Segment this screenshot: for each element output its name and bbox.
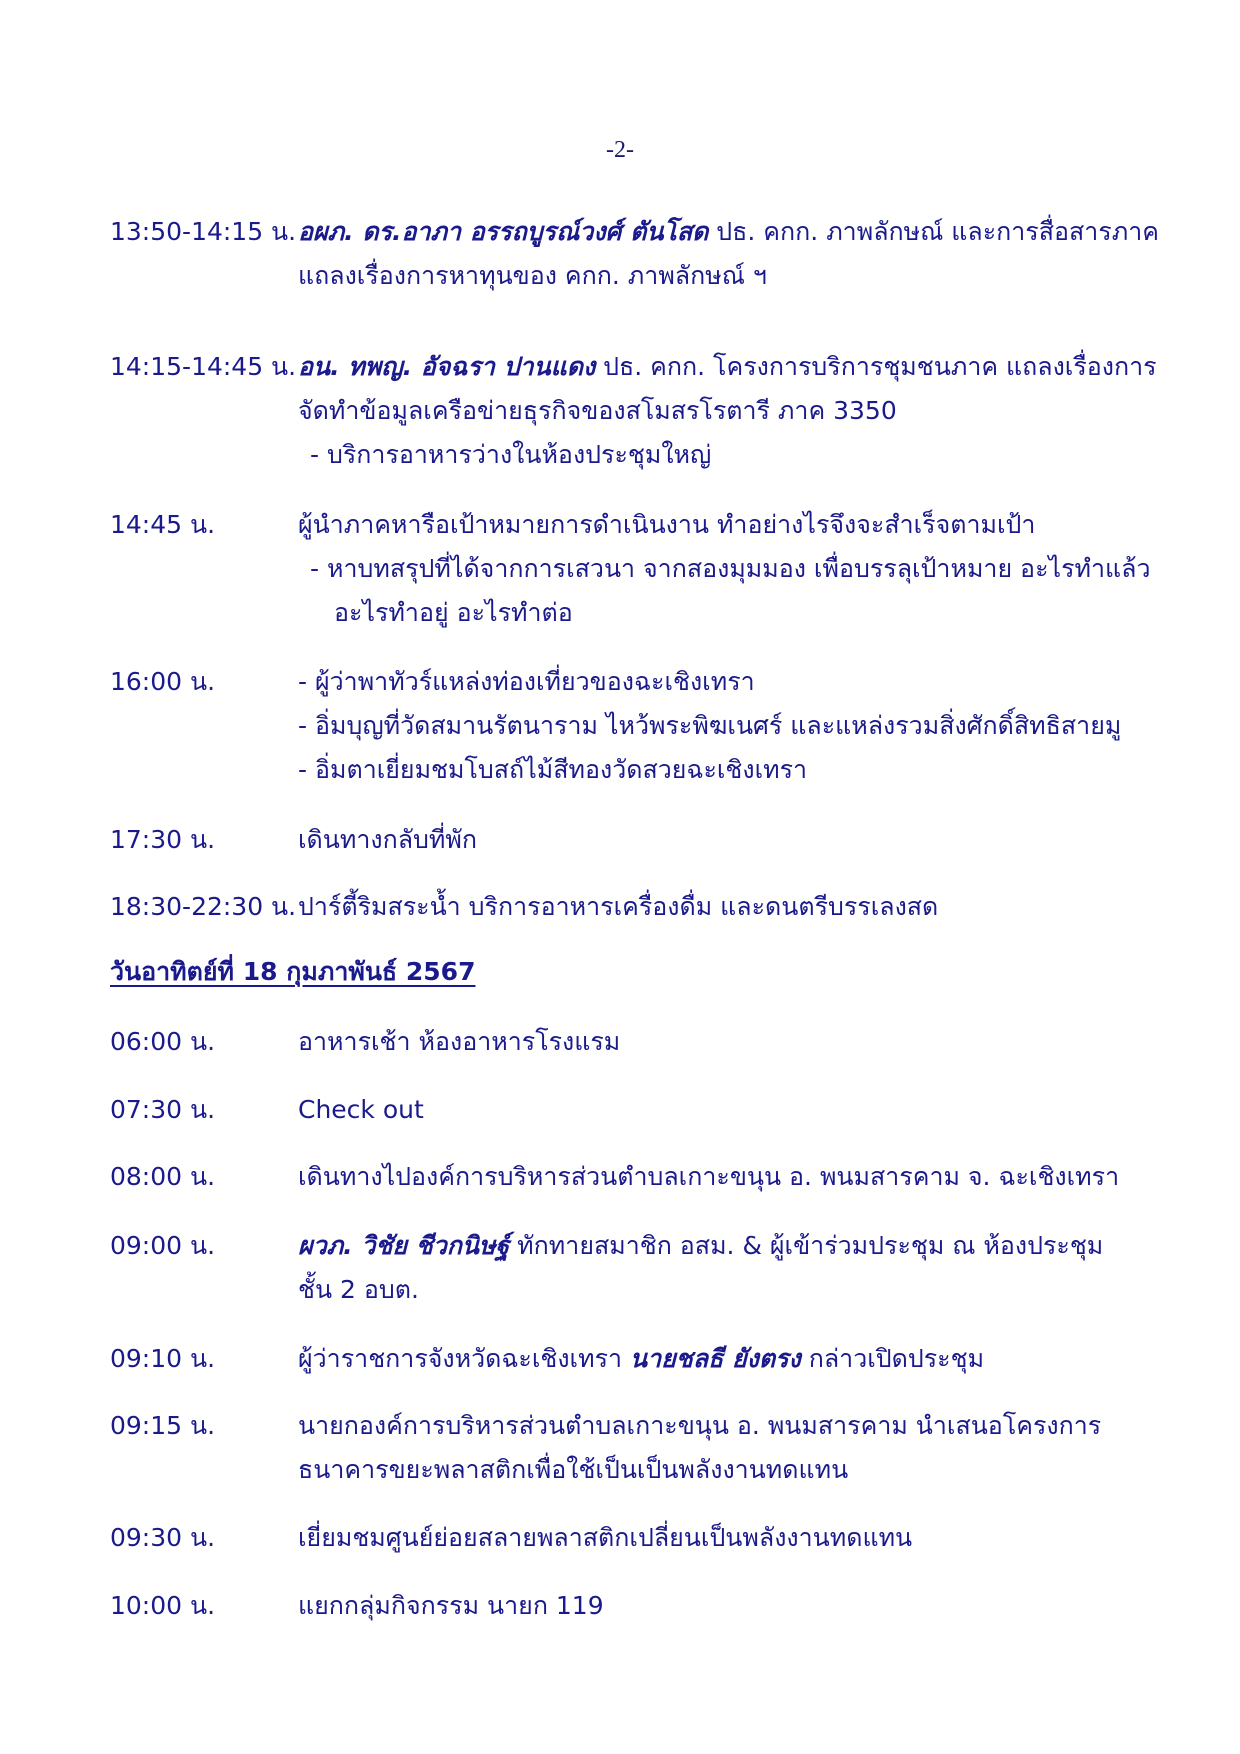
agenda-time: 09:10 น. [110, 1344, 216, 1373]
agenda-line: ปาร์ตี้ริมสระน้ำ บริการอาหารเครื่องดื่ม และดนตรีบรรเลงสด [298, 892, 939, 921]
agenda-text [298, 818, 1158, 862]
agenda-text [298, 503, 1158, 635]
agenda-time: 06:00 น. [110, 1027, 216, 1056]
agenda-text [298, 345, 1158, 477]
agenda-line [298, 1224, 1158, 1268]
agenda-text [298, 1155, 1158, 1199]
agenda-text [298, 1020, 1158, 1064]
agenda-text [298, 885, 1158, 929]
agenda-line: แยกกลุ่มกิจกรรม นายก 119 [298, 1591, 604, 1620]
agenda-time: 16:00 น. [110, 667, 216, 696]
agenda-line-rest: ทักทายสมาชิก อสม. & ผู้เข้าร่วมประชุม ณ ห้องประชุม [509, 1231, 1104, 1260]
agenda-time: 08:00 น. [110, 1162, 216, 1191]
agenda-line: อาหารเช้า ห้องอาหารโรงแรม [298, 1027, 621, 1056]
agenda-text [298, 1224, 1158, 1312]
agenda-text [298, 1088, 1158, 1132]
agenda-time: 17:30 น. [110, 825, 216, 854]
agenda-line-rest: ปธ. คกก. ภาพลักษณ์ และการสื่อสารภาค [708, 217, 1159, 246]
agenda-time: 18:30-22:30 น. [110, 892, 297, 921]
agenda-line: จัดทำข้อมูลเครือข่ายธุรกิจของสโมสรโรตารี ภาค 3350 [298, 396, 897, 425]
agenda-time: 09:00 น. [110, 1231, 216, 1260]
agenda-time: 09:30 น. [110, 1523, 216, 1552]
agenda-line [298, 210, 1158, 254]
agenda-bullet: - อิ่มตาเยี่ยมชมโบสถ์ไม้สีทองวัดสวยฉะเชิงเทรา [298, 755, 808, 784]
agenda-line [298, 345, 1158, 389]
speaker-name: อผภ. ดร.อาภา อรรถบูรณ์วงศ์ ตันโสด [298, 217, 709, 246]
agenda-time: 13:50-14:15 น. [110, 217, 297, 246]
agenda-text [298, 1516, 1158, 1560]
speaker-name: อน. ทพญ. อัจฉรา ปานแดง [298, 352, 596, 381]
agenda-time: 10:00 น. [110, 1591, 216, 1620]
agenda-time: 09:15 น. [110, 1411, 216, 1440]
agenda-text [298, 210, 1158, 298]
agenda-line: ผู้นำภาคหารือเป้าหมายการดำเนินงาน ทำอย่างไรจึงจะสำเร็จตามเป้า [298, 510, 1036, 539]
agenda-line: ธนาคารขยะพลาสติกเพื่อใช้เป็นเป็นพลังงานทดแทน [298, 1455, 849, 1484]
agenda-line: ชั้น 2 อบต. [298, 1275, 419, 1304]
agenda-line: เยี่ยมชมศูนย์ย่อยสลายพลาสติกเปลี่ยนเป็นพลังงานทดแทน [298, 1523, 913, 1552]
page-number: -2- [606, 137, 634, 163]
agenda-bullet: - ผู้ว่าพาทัวร์แหล่งท่องเที่ยวของฉะเชิงเทรา [298, 667, 755, 696]
agenda-line: นายกองค์การบริหารส่วนตำบลเกาะขนุน อ. พนมสารคาม นำเสนอโครงการ [298, 1411, 1102, 1440]
agenda-text [298, 1584, 1158, 1628]
agenda-line: Check out [298, 1095, 424, 1124]
agenda-bullet: - หาบทสรุปที่ได้จากการเสวนา จากสองมุมมอง เพื่อบรรลุเป้าหมาย อะไรทำแล้ว อะไรทำอยู่ อะไรทำต่อ [310, 554, 1151, 627]
agenda-line-pre: ผู้ว่าราชการจังหวัดฉะเชิงเทรา [298, 1344, 630, 1373]
agenda-text [298, 660, 1158, 792]
agenda-bullet: - อิ่มบุญที่วัดสมานรัตนาราม ไหว้พระพิฆเนศร์ และแหล่งรวมสิ่งศักดิ์สิทธิสายมู [298, 711, 1122, 740]
agenda-line [298, 1337, 1158, 1381]
agenda-line: เดินทางไปองค์การบริหารส่วนตำบลเกาะขนุน อ. พนมสารคาม จ. ฉะเชิงเทรา [298, 1162, 1120, 1191]
agenda-line: แถลงเรื่องการหาทุนของ คกก. ภาพลักษณ์ ฯ [298, 261, 767, 290]
day-heading: วันอาทิตย์ที่ 18 กุมภาพันธ์ 2567 [110, 957, 476, 986]
agenda-line: เดินทางกลับที่พัก [298, 825, 478, 854]
agenda-time: 07:30 น. [110, 1095, 216, 1124]
speaker-name: นายชลธี ยังตรง [629, 1344, 801, 1373]
agenda-time: 14:45 น. [110, 510, 216, 539]
agenda-line-post: กล่าวเปิดประชุม [800, 1344, 985, 1373]
agenda-bullet: - บริการอาหารว่างในห้องประชุมใหญ่ [310, 440, 712, 469]
agenda-text [298, 1337, 1158, 1381]
agenda-line-rest: ปธ. คกก. โครงการบริการชุมชนภาค แถลงเรื่องการ [595, 352, 1157, 381]
agenda-time: 14:15-14:45 น. [110, 352, 297, 381]
speaker-name: ผวภ. วิชัย ชีวกนิษฐ์ [298, 1231, 510, 1260]
agenda-text [298, 1404, 1158, 1492]
